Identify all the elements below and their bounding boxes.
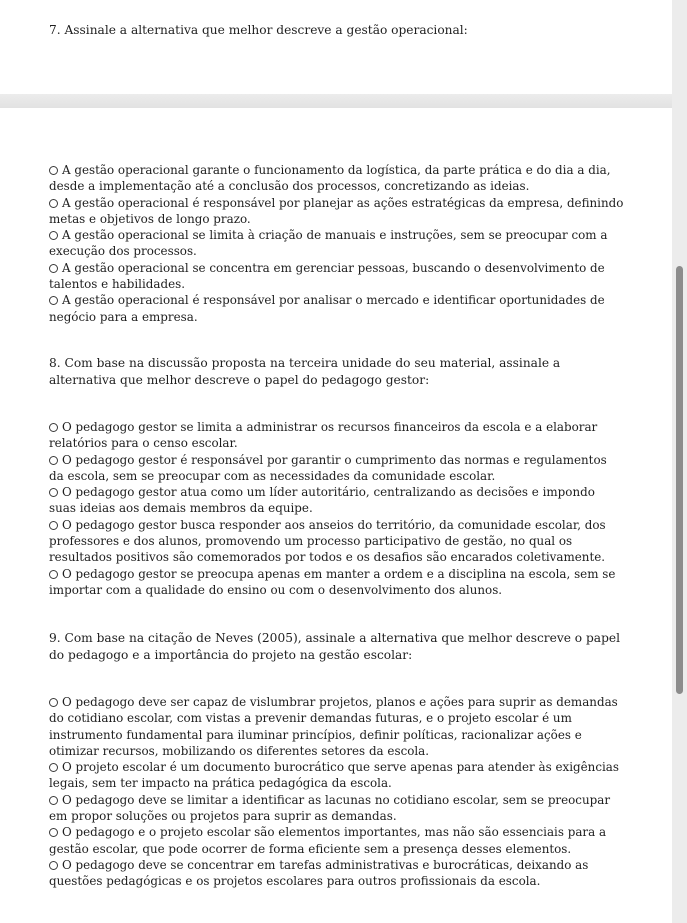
question-9-option-4[interactable] bbox=[49, 824, 625, 857]
radio-circle-icon[interactable] bbox=[49, 456, 58, 465]
scrollbar-track[interactable] bbox=[672, 0, 687, 923]
radio-circle-icon[interactable] bbox=[49, 166, 58, 175]
option-text: O pedagogo e o projeto escolar são elementos importantes, mas não são essenciais para a gestão escolar, que pode ocorrer de forma eficiente sem a presença desses elementos. bbox=[49, 825, 607, 856]
question-8-option-2[interactable] bbox=[49, 452, 625, 485]
question-7-option-4[interactable] bbox=[49, 260, 625, 293]
radio-circle-icon[interactable] bbox=[49, 199, 58, 208]
question-7-option-2[interactable] bbox=[49, 195, 625, 228]
question-9-title: 9. Com base na citação de Neves (2005), assinale a alternativa que melhor descreve o papel do pedagogo e a importância do projeto na gestão escolar: bbox=[49, 631, 620, 662]
question-7-title: 7. Assinale a alternativa que melhor descreve a gestão operacional: bbox=[49, 23, 468, 37]
radio-circle-icon[interactable] bbox=[49, 828, 58, 837]
option-text: O pedagogo gestor é responsável por garantir o cumprimento das normas e regulamentos da escola, sem se preocupar com as necessidades da comunidade escolar. bbox=[49, 452, 607, 483]
radio-circle-icon[interactable] bbox=[49, 796, 58, 805]
option-text: O projeto escolar é um documento burocrático que serve apenas para atender às exigências legais, sem ter impacto na prática pedagógica da escola. bbox=[49, 760, 619, 791]
option-text: A gestão operacional é responsável por analisar o mercado e identificar oportunidades de negócio para a empresa. bbox=[49, 293, 605, 324]
option-text: O pedagogo deve ser capaz de vislumbrar projetos, planos e ações para suprir as demandas do cotidiano escolar, com vistas a prevenir demandas futuras, e o projeto escolar é um instrumento fundamental para iluminar princípios, definir políticas, racionalizar ações e otimizar recursos, mobilizando os diferentes setores da escola. bbox=[49, 695, 618, 758]
option-text: O pedagogo deve se limitar a identificar as lacunas no cotidiano escolar, sem se preocupar em propor soluções ou projetos para suprir as demandas. bbox=[49, 792, 611, 824]
question-9-option-2[interactable] bbox=[49, 759, 625, 792]
question-9-options bbox=[49, 694, 625, 890]
card-separator bbox=[0, 94, 672, 108]
question-8-option-1[interactable] bbox=[49, 419, 625, 452]
option-text: A gestão operacional se concentra em gerenciar pessoas, buscando o desenvolvimento de talentos e habilidades. bbox=[49, 260, 605, 292]
question-7-option-3[interactable] bbox=[49, 227, 625, 260]
question-8-title: 8. Com base na discussão proposta na terceira unidade do seu material, assinale a alternativa que melhor descreve o papel do pedagogo gestor: bbox=[49, 356, 561, 387]
radio-circle-icon[interactable] bbox=[49, 698, 58, 707]
radio-circle-icon[interactable] bbox=[49, 264, 58, 273]
radio-circle-icon[interactable] bbox=[49, 521, 58, 530]
option-text: A gestão operacional garante o funcionamento da logística, da parte prática e do dia a dia, desde a implementação até a conclusão dos processos, concretizando as ideias. bbox=[49, 163, 611, 194]
option-text: O pedagogo gestor se limita a administrar os recursos financeiros da escola e a elaborar relatórios para o censo escolar. bbox=[49, 420, 598, 451]
option-text: O pedagogo deve se concentrar em tarefas administrativas e burocráticas, deixando as questões pedagógicas e os projetos escolares para outros profissionais da escola. bbox=[49, 857, 589, 889]
question-9-option-1[interactable] bbox=[49, 694, 625, 759]
question-8-options bbox=[49, 419, 625, 598]
radio-circle-icon[interactable] bbox=[49, 231, 58, 240]
radio-circle-icon[interactable] bbox=[49, 423, 58, 432]
question-9-option-3[interactable] bbox=[49, 792, 625, 825]
option-text: O pedagogo gestor atua como um líder autoritário, centralizando as decisões e impondo suas ideias aos demais membros da equipe. bbox=[49, 485, 595, 516]
radio-circle-icon[interactable] bbox=[49, 861, 58, 870]
question-8-option-4[interactable] bbox=[49, 517, 625, 566]
question-7-option-1[interactable] bbox=[49, 162, 625, 195]
option-text: A gestão operacional é responsável por planejar as ações estratégicas da empresa, definindo metas e objetivos de longo prazo. bbox=[49, 195, 624, 226]
radio-circle-icon[interactable] bbox=[49, 488, 58, 497]
radio-circle-icon[interactable] bbox=[49, 763, 58, 772]
question-9-option-5[interactable] bbox=[49, 857, 625, 890]
question-7-option-5[interactable] bbox=[49, 292, 625, 325]
scrollbar-thumb[interactable] bbox=[676, 266, 683, 694]
option-text: A gestão operacional se limita à criação de manuais e instruções, sem se preocupar com a execução dos processos. bbox=[49, 228, 608, 259]
question-7-header-card bbox=[0, 0, 672, 94]
question-8-option-5[interactable] bbox=[49, 566, 625, 599]
radio-circle-icon[interactable] bbox=[49, 570, 58, 579]
option-text: O pedagogo gestor busca responder aos anseios do território, da comunidade escolar, dos professores e dos alunos, promovendo um processo participativo de gestão, no qual os resultados positivos são comemorados por todos e os desafios são encarados coletivamente. bbox=[49, 517, 606, 565]
option-text: O pedagogo gestor se preocupa apenas em manter a ordem e a disciplina na escola, sem se importar com a qualidade do ensino ou com o desenvolvimento dos alunos. bbox=[49, 566, 616, 597]
radio-circle-icon[interactable] bbox=[49, 296, 58, 305]
question-7-options bbox=[49, 162, 625, 325]
question-8-option-3[interactable] bbox=[49, 484, 625, 517]
